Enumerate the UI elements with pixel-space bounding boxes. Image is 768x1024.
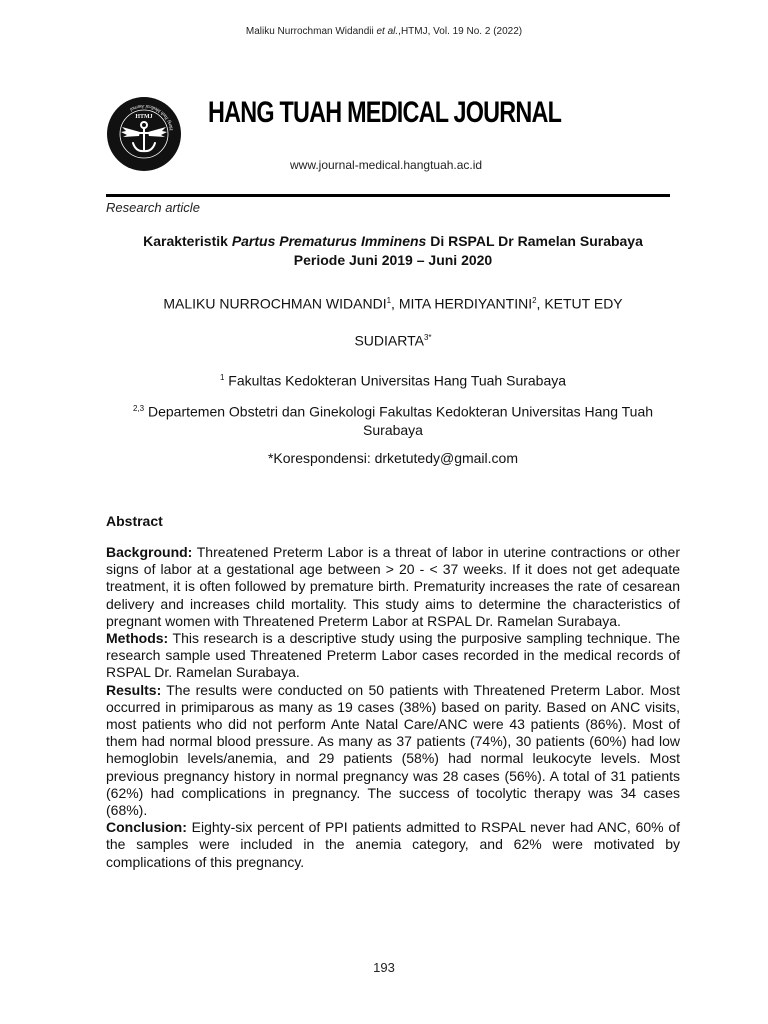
- author-3-first: , KETUT EDY: [536, 295, 623, 312]
- logo-top-text: HTMJ: [135, 114, 153, 120]
- running-head-et-al: et al.: [376, 26, 399, 37]
- page-number: 193: [373, 960, 395, 975]
- affiliation-1: [106, 369, 680, 390]
- title-part-2: Di RSPAL Dr Ramelan Surabaya: [426, 233, 643, 249]
- author-3-sup: 3*: [423, 332, 432, 342]
- affiliation-2: [106, 400, 680, 439]
- article-title: [106, 232, 680, 270]
- affiliation-2-text: Departemen Obstetri dan Ginekologi Fakultas Kedokteran Universitas Hang Tuah Surabaya: [144, 403, 654, 438]
- abstract-conclusion: [106, 819, 680, 871]
- header-rule: [106, 194, 670, 197]
- results-text: The results were conducted on 50 patients with Threatened Preterm Labor. Most occurred in primiparous as many as 19 cases (38%) based on parity. Based on ANC visits, most patients who did not perform Ante Natal Care/ANC were 43 patients (86%). Most of them had normal blood pressure. As many as 37 patients (74%), 30 patients (60%) had low hemoglobin levels/anemia, and 29 patients (58%) had normal leukocyte levels. Most previous pregnancy history in normal pregnancy was 28 cases (56%). A total of 31 patients (62%) had complications in pregnancy. The success of tocolytic therapy was 34 cases (68%).: [106, 681, 680, 819]
- author-1: MALIKU NURROCHMAN WIDANDI: [163, 295, 387, 312]
- author-2: , MITA HERDIYANTINI: [391, 295, 533, 312]
- journal-name: HANG TUAH MEDICAL JOURNAL: [208, 96, 562, 129]
- background-text: Threatened Preterm Labor is a threat of labor in uterine contractions or other signs of labor at a gestational age between > 20 - < 37 weeks. If it does not get adequate treatment, it is often followed by premature birth. Prematurity increases the rate of cesarean delivery and increases child mortality. This study aims to determine the characteristics of pregnant women with Threatened Preterm Labor at RSPAL Dr. Ramelan Surabaya.: [106, 544, 680, 629]
- methods-label: Methods:: [106, 630, 169, 647]
- title-line-2: Periode Juni 2019 – Juni 2020: [293, 252, 493, 268]
- abstract-heading: Abstract: [106, 513, 163, 529]
- abstract-body: [106, 544, 680, 871]
- running-head: [0, 26, 768, 37]
- affiliation-1-sup: 1: [219, 373, 225, 382]
- abstract-methods: [106, 630, 680, 682]
- author-2-sup: 2: [532, 296, 537, 305]
- logo-ring-text: Hang Tuah Medical Journal: [128, 102, 175, 131]
- abstract-results: [106, 682, 680, 820]
- abstract-background: [106, 544, 680, 630]
- affiliation-1-text: Fakultas Kedokteran Universitas Hang Tuah Surabaya: [224, 372, 567, 389]
- article-type: Research article: [106, 200, 200, 215]
- conclusion-label: Conclusion:: [106, 819, 187, 836]
- conclusion-text: Eighty-six percent of PPI patients admitted to RSPAL never had ANC, 60% of the samples were included in the anemia category, and 62% were motivated by complications of this pregnancy.: [106, 819, 680, 870]
- results-label: Results:: [106, 681, 162, 698]
- running-head-suffix: ,HTMJ, Vol. 19 No. 2 (2022): [398, 26, 523, 37]
- author-3-last: SUDIARTA: [354, 332, 424, 349]
- affiliation-2-sup: 2,3: [132, 404, 145, 413]
- author-list: [106, 284, 680, 357]
- author-1-sup: 1: [386, 296, 392, 305]
- title-part-1: Karakteristik: [143, 233, 232, 249]
- journal-logo: [106, 96, 182, 172]
- journal-url[interactable]: www.journal-medical.hangtuah.ac.id: [290, 158, 483, 172]
- background-label: Background:: [106, 544, 193, 560]
- methods-text: This research is a descriptive study using the purposive sampling technique. The research sample used Threatened Preterm Labor cases recorded in the medical records of RSPAL Dr. Ramelan Surabaya.: [106, 630, 680, 681]
- running-head-prefix: Maliku Nurrochman Widandii: [245, 26, 377, 37]
- correspondence: *Korespondensi: drketutedy@gmail.com: [267, 450, 518, 466]
- title-italic: Partus Prematurus Imminens: [231, 233, 427, 249]
